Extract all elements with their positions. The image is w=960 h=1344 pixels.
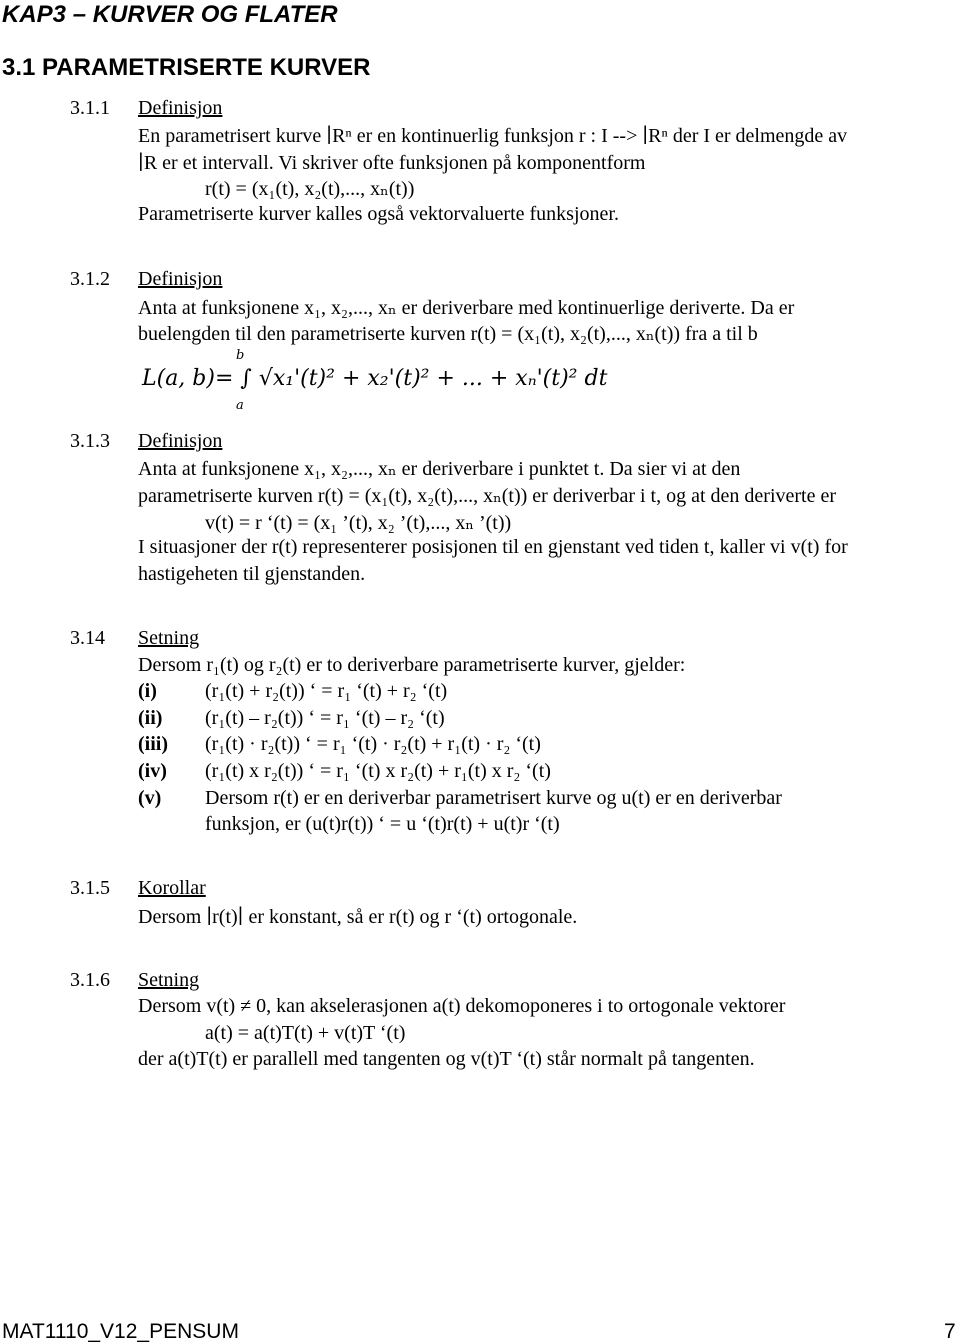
item-label: (ii) — [138, 707, 163, 729]
text-line: Dersom r₁(t) og r₂(t) er to deriverbare parametriserte kurver, gjelder: — [138, 654, 686, 676]
text-line: der a(t)T(t) er parallell med tangenten og v(t)T ‘(t) står normalt på tangenten. — [138, 1048, 755, 1070]
text-line: Dersom ∣r(t)∣ er konstant, så er r(t) og r ‘(t) ortogonale. — [138, 906, 578, 928]
footer-course-code: MAT1110_V12_PENSUM — [2, 1320, 239, 1343]
item-label: (iii) — [138, 733, 168, 755]
text-line: I situasjoner der r(t) representerer posisjonen til en gjenstant ved tiden t, kaller vi v(t) for — [138, 536, 848, 558]
text-line: En parametrisert kurve ∣Rⁿ er en kontinuerlig funksjon r : I --> ∣Rⁿ der I er delmengde av — [138, 125, 848, 147]
definition-title: Definisjon — [138, 268, 223, 290]
item-label: (v) — [138, 787, 162, 809]
item-label: (i) — [138, 680, 157, 702]
text-line: ∣R er et intervall. Vi skriver ofte funksjonen på komponentform — [138, 152, 646, 174]
item-text: Dersom r(t) er en deriverbar parametrisert kurve og u(t) er en deriverbar — [205, 787, 782, 809]
formula-line: r(t) = (x₁(t), x₂(t),..., xₙ(t)) — [205, 178, 415, 200]
text-line: Parametriserte kurver kalles også vektorvaluerte funksjoner. — [138, 203, 619, 225]
text-line: hastigeheten til gjenstanden. — [138, 563, 366, 585]
theorem-number: 3.14 — [70, 627, 105, 649]
text-line: Anta at funksjonene x₁, x₂,..., xₙ er deriverbare i punktet t. Da sier vi at den — [138, 458, 741, 480]
section-title: 3.1 PARAMETRISERTE KURVER — [2, 54, 371, 81]
text-line: Anta at funksjonene x₁, x₂,..., xₙ er deriverbare med kontinuerlige deriverte. Da er — [138, 297, 795, 319]
page-number: 7 — [944, 1320, 956, 1343]
definition-number: 3.1.2 — [70, 268, 110, 290]
theorem-number: 3.1.6 — [70, 969, 110, 991]
chapter-title: KAP3 – KURVER OG FLATER — [2, 1, 338, 28]
definition-number: 3.1.1 — [70, 97, 110, 119]
item-text: (r₁(t) + r₂(t)) ‘ = r₁ ‘(t) + r₂ ‘(t) — [205, 680, 448, 702]
integral-lower-limit: a — [236, 398, 244, 413]
theorem-title: Setning — [138, 969, 200, 991]
definition-title: Definisjon — [138, 97, 223, 119]
text-line: buelengden til den parametriserte kurven r(t) = (x₁(t), x₂(t),..., xₙ(t)) fra a til b — [138, 323, 758, 345]
corollary-number: 3.1.5 — [70, 877, 110, 899]
item-text: (r₁(t) – r₂(t)) ‘ = r₁ ‘(t) – r₂ ‘(t) — [205, 707, 445, 729]
corollary-title: Korollar — [138, 877, 206, 899]
formula-line: v(t) = r ‘(t) = (x₁ ’(t), x₂ ’(t),..., xₙ ’(t)) — [205, 512, 512, 534]
definition-title: Definisjon — [138, 430, 223, 452]
definition-number: 3.1.3 — [70, 430, 110, 452]
text-line: parametriserte kurven r(t) = (x₁(t), x₂(t),..., xₙ(t)) er deriverbar i t, og at den deriverte er — [138, 485, 837, 507]
item-text: (r₁(t) · r₂(t)) ‘ = r₁ ‘(t) · r₂(t) + r₁(t) · r₂ ‘(t) — [205, 733, 541, 755]
item-text-continued: funksjon, er (u(t)r(t)) ‘ = u ‘(t)r(t) + u(t)r ‘(t) — [205, 813, 560, 835]
formula-line: a(t) = a(t)T(t) + v(t)T ‘(t) — [205, 1022, 406, 1044]
arc-length-formula: L(a, b)= ∫ √x₁'(t)² + x₂'(t)² + ... + xₙ'(t)² dt — [142, 366, 608, 391]
text-line: Dersom v(t) ≠ 0, kan akselerasjonen a(t) dekomoponeres i to ortogonale vektorer — [138, 995, 786, 1017]
item-text: (r₁(t) x r₂(t)) ‘ = r₁ ‘(t) x r₂(t) + r₁(t) x r₂ ‘(t) — [205, 760, 551, 782]
integral-upper-limit: b — [236, 348, 245, 363]
item-label: (iv) — [138, 760, 167, 782]
theorem-title: Setning — [138, 627, 200, 649]
